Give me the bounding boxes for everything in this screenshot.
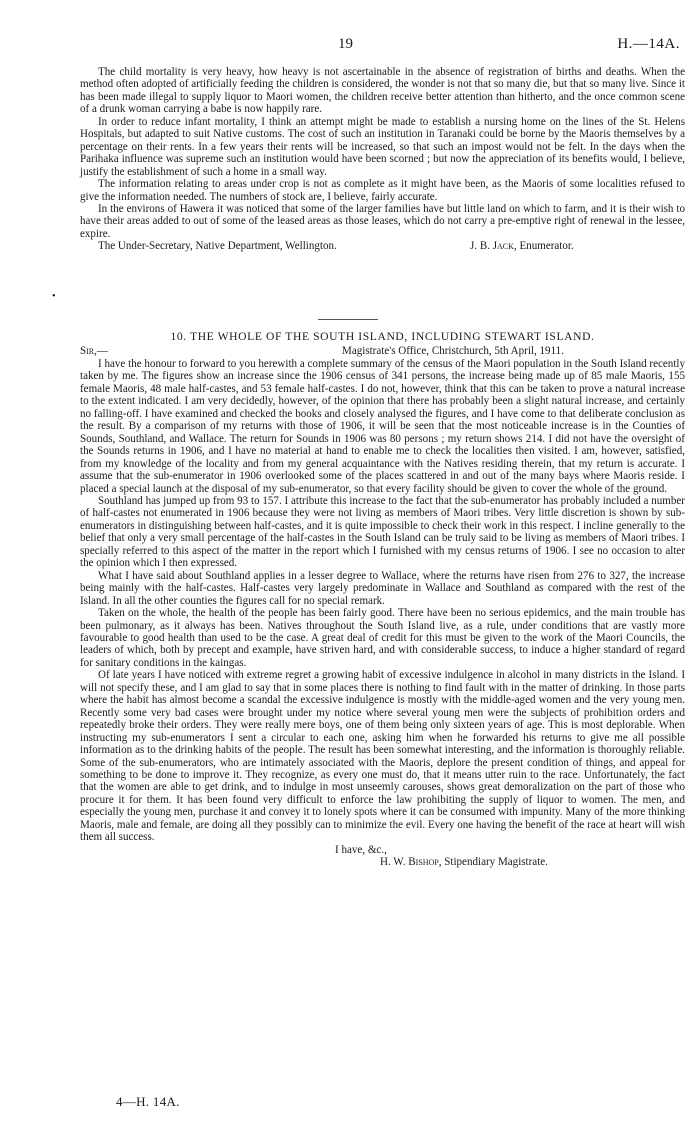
paragraph: The child mortality is very heavy, how heavy is not ascertainable in the absence of registration of births and deaths. When the method often adopted of artificially feeding the children is considered, the wonder is not that so many die, but that so many live. Since it has been made illegal to supply liquor to Maori women, the children receive better attention than hitherto, and the once common scene of a drunk woman carrying a babe is now happily rare. [80, 66, 685, 116]
office-date-line: Magistrate's Office, Christchurch, 5th April, 1911. [342, 345, 564, 357]
paragraph: In the environs of Hawera it was noticed that some of the larger families have but little land on which to farm, and it is their wish to have their areas added to out of some of the leased areas as those leases, which do not carry a pre-emptive right of renewal in the lessee, expire. [80, 202, 685, 240]
salutation: Sir,— [80, 345, 108, 357]
addressee: The Under-Secretary, Native Department, Wellington. [98, 240, 337, 253]
paragraph: I have the honour to forward to you herewith a complete summary of the census of the Maori population in the South Island recently taken by me. The figures show an increase since the 1906 census of 341 persons, the increase being made up of 85 male Maoris, 155 female Maoris, 48 male half-castes, and 53 female half-castes. I do not, however, think that this can be taken to prove a natural increase to the extent indicated. I am very decidedly, however, of the opinion that there has probably been a slight natural increase, and certainly no falling-off. I have examined and checked the books and closely analysed the figures, and I have come to that deliberate conclusion as the result. By a comparison of my returns with those of 1906, it will be seen that the most noticeable increase is in the Counties of Sounds, Southland, and Wallace. The return for Sounds in 1906 was 80 persons ; my return shows 214. I did not have the oversight of the Sounds returns in 1906, and I have no material at hand to enable me to check the localities then visited. I am, however, satisfied, from my knowledge of the locality and from my general acquaintance with the Natives residing therein, that my return is accurate. I assume that the sub-enumerator in 1906 overlooked some of the places scattered in and out of the many bays where Maoris reside. I placed a special launch at the disposal of my sub-enumerator, so that every facility should be given to cover the whole of the ground. [80, 358, 685, 495]
document-reference: H.—14A. [617, 36, 680, 52]
salutation-row [80, 345, 685, 358]
paragraph: What I have said about Southland applies in a lesser degree to Wallace, where the returns have risen from 276 to 327, the increase being mainly with the half-castes. Half-castes very largely predominate in Wallace and Southland as compared with the rest of the Island. In all the other counties the figures call for no special remark. [80, 569, 685, 607]
signatory [80, 856, 685, 868]
page-header [80, 38, 680, 56]
paragraph: Of late years I have noticed with extreme regret a growing habit of excessive indulgence in alcohol in many districts in the Island. I will not specify these, and I am glad to say that in some places there is nothing to find fault with in the matter of drinking. In those parts where the habit has almost become a scandal the excessive indulgence is mostly with the middle-aged women and the very young men. Recently some very bad cases were brought under my notice where several young men were the subjects of prohibition orders and repeatedly broke their orders. They were really mere boys, one of them being only sixteen years of age. This is most deplorable. When instructing my sub-enumerators I sent a circular to each one, asking him when he forwarded his returns to give me all possible information as to the drinking habits of the people. The result has been somewhat interesting, and the information is thoroughly reliable. Some of the sub-enumerators, who are intimately associated with the Maoris, deplore the present condition of things, and appeal for something to be done to improve it. They recognize, as every one must do, that it means utter ruin to the race. Unfortunately, the fact that the women are able to get drink, and to indulge in most unseemly carouses, shows great demoralization on the part of those who procure it for them. It has been found very difficult to enforce the law prohibiting the supply of liquor to women. The men, and especially the young men, purchase it and convey it to lonely spots where it can be consumed with impunity. Many of the more thinking Maoris, male and female, are doing all they possibly can to minimize the evil. Every one having the benefit of the race at heart will wish them all success. [80, 669, 685, 844]
margin-dot: • [52, 291, 56, 302]
section-divider [318, 319, 378, 320]
paragraph: In order to reduce infant mortality, I think an attempt might be made to establish a nursing home on the lines of the St. Helens Hospitals, but adapted to suit Native customs. The cost of such an institution in Taranaki could be borne by the Maoris themselves by a percentage on their rents. In a few years their rents will be increased, so that such an impost would not be felt. In the days when the Parihaka influence was supreme such an institution would have been scorned ; but now the appreciation of its benefits would, I believe, justify the establishment of such a home in a small way. [80, 115, 685, 178]
paragraph: The information relating to areas under crop is not as complete as it might have been, as the Maoris of some localities refused to give the information needed. The numbers of stock are, I believe, fairly accurate. [80, 178, 685, 203]
signatory [470, 240, 574, 252]
section-title: 10. THE WHOLE OF THE SOUTH ISLAND, INCLUDING STEWART ISLAND. [170, 330, 595, 343]
signatory-name: H. W. Bishop, [380, 856, 442, 869]
signature-block [80, 240, 685, 253]
signatory-title: Stipendiary Magistrate. [444, 856, 548, 869]
signature-mark: 4—H. 14A. [116, 1094, 180, 1109]
paragraph: Taken on the whole, the health of the people has been fairly good. There have been no serious epidemics, and the main trouble has been pulmonary, as it always has been. Natives throughout the South Island live, as a rule, under conditions that are vastly more favourable to good health than used to be the case. A great deal of credit for this must be given to the work of the Maori Councils, the leaders of which, both by precept and example, have striven hard, and with considerable success, to induce a higher standard of regard for sanitary conditions in the kaingas. [80, 607, 685, 669]
closing-line: I have, &c., [335, 843, 387, 856]
paragraph: Southland has jumped up from 93 to 157. I attribute this increase to the fact that the sub-enumerator has probably included a number of half-castes not enumerated in 1906 because they were not living as members of Maori tribes. Very little discretion is shown by sub-enumerators in distinguishing between half-castes, and it is quite impossible to check their work in this respect. I incline generally to the belief that only a very small percentage of the half-castes in the South Island can be truly said to be living as members of Maori tribes. I specially referred to this aspect of the matter in the report which I furnished with my census returns of 1906. I see no occasion to alter the opinion which I then expressed. [80, 494, 685, 570]
signatory-title: Enumerator. [519, 240, 574, 253]
south-island-report-section [80, 331, 685, 869]
signatory-name: J. B. Jack, [470, 240, 517, 253]
taranaki-report-section [80, 66, 685, 253]
page-number: 19 [338, 36, 353, 52]
